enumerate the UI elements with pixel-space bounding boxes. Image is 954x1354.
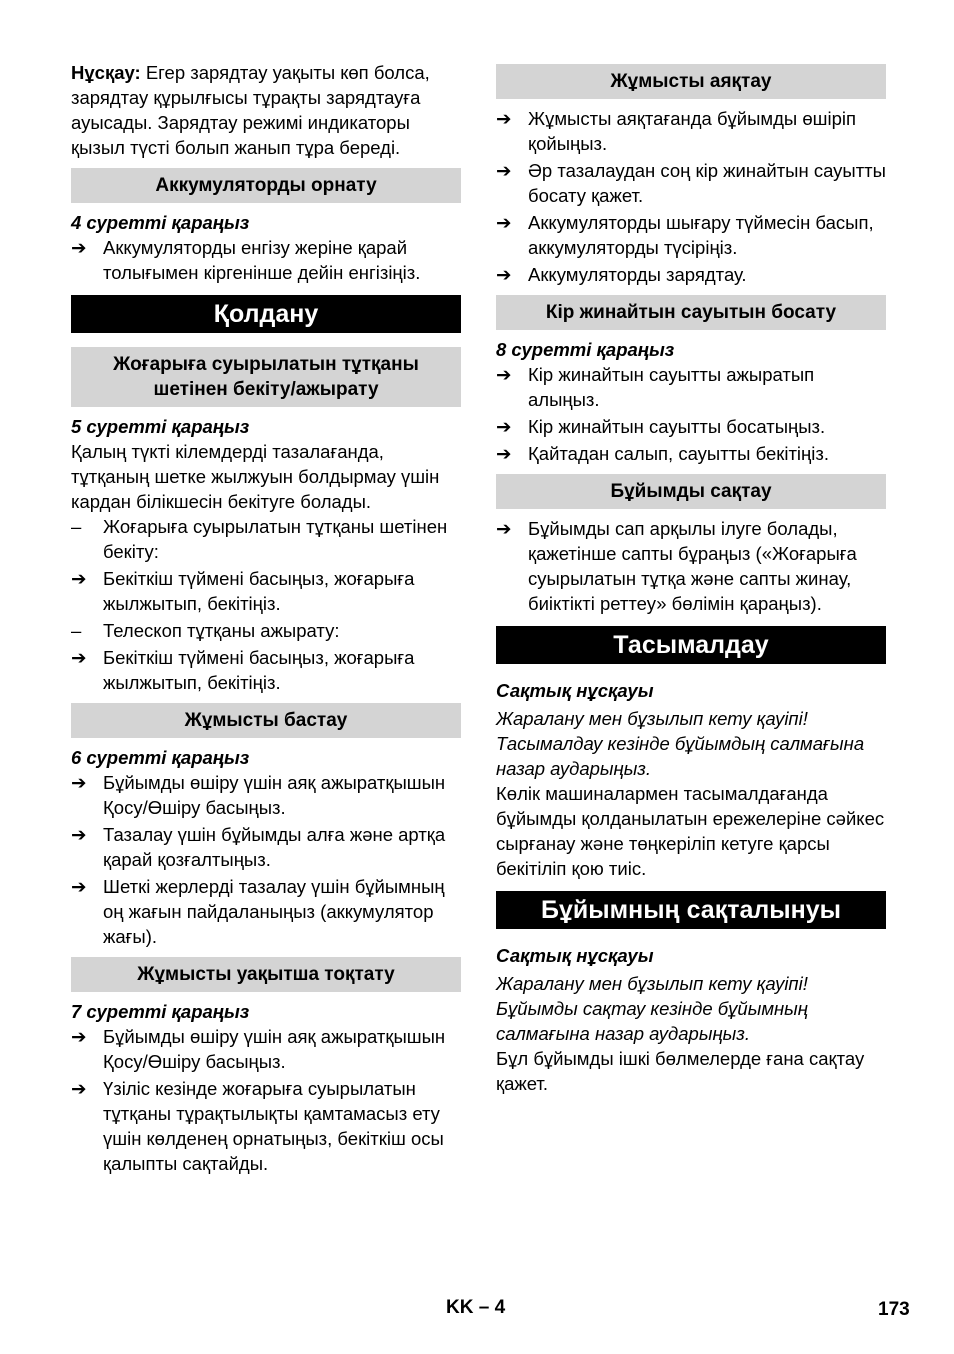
list-item — [496, 516, 886, 616]
dash-marker: – — [71, 620, 82, 641]
note-paragraph — [71, 60, 461, 160]
arrow-icon: ➔ — [496, 443, 512, 464]
note-text: Егер зарядтау уақыты көп болса, зарядтау құрылғысы тұрақты зарядтауға ауысады. Зарядтау режимі индикаторы қызыл түсті болып жанып тұра береді. — [71, 62, 430, 158]
list-item-text: Жұмысты аяқтағанда бұйымды өшіріп қойыңыз. — [528, 108, 857, 154]
section-title-finish-work: Жұмысты аяқтау — [496, 64, 886, 99]
list-item — [71, 770, 461, 820]
list-item — [71, 618, 461, 643]
list-item-text: Телескоп тұтқаны ажырату: — [103, 620, 340, 641]
arrow-icon: ➔ — [71, 647, 87, 668]
section-title-battery-install: Аккумуляторды орнату — [71, 168, 461, 203]
arrow-icon: ➔ — [71, 1078, 87, 1099]
list-item — [71, 645, 461, 695]
list-item-text: Бұйымды өшіру үшін аяқ ажыратқышын Қосу/Өшіру басыңыз. — [103, 1026, 446, 1072]
body-text: Бұл бұйымды ішкі бөлмелерде ғана сақтау қажет. — [496, 1048, 865, 1094]
section-title-pause-work: Жұмысты уақытша тоқтату — [71, 957, 461, 992]
right-column — [496, 64, 886, 1096]
list-item-text: Бекіткіш түймені басыңыз, жоғарыға жылжытып, бекітіңіз. — [103, 647, 415, 693]
list-item — [496, 106, 886, 156]
section-title-storage: Бұйымды сақтау — [496, 474, 886, 509]
arrow-icon: ➔ — [496, 108, 512, 129]
arrow-icon: ➔ — [496, 364, 512, 385]
list-item-text: Аккумуляторды енгізу жеріне қарай толығымен кіргенінше дейін енгізіңіз. — [103, 237, 421, 283]
list-item — [71, 1076, 461, 1176]
caution-label: Сақтық нұсқауы — [496, 680, 654, 701]
list-item — [496, 210, 886, 260]
chapter-title-usage: Қолдану — [71, 295, 461, 333]
list-item — [71, 514, 461, 564]
list-item-text: Аккумуляторды шығару түймесін басып, аккумуляторды түсіріңіз. — [528, 212, 874, 258]
list-item-text: Тазалау үшін бұйымды алға және артқа қарай қозғалтыңыз. — [103, 824, 446, 870]
body-text: Көлік машиналармен тасымалдағанда бұйымды қолданылатын ережелеріне сәйкес сырғанау және төңкеріліп кетуге қарсы бекітіліп қою тиіс. — [496, 783, 885, 879]
arrow-icon: ➔ — [496, 160, 512, 181]
list-item-text: Кір жинайтын сауытты ажыратып алыңыз. — [528, 364, 815, 410]
list-item-text: Жоғарыға суырылатын тұтқаны шетінен бекіту: — [103, 516, 448, 562]
list-item-text: Бұйымды сап арқылы ілуге болады, қажетінше сапты бұраңыз («Жоғарыға суырылатын тұтқа және сапты жинау, биіктікті реттеу» бөлімін қараңыз). — [528, 518, 857, 614]
list-item — [496, 441, 886, 466]
arrow-icon: ➔ — [71, 568, 87, 589]
arrow-icon: ➔ — [71, 1026, 87, 1047]
section-title-start-work: Жұмысты бастау — [71, 703, 461, 738]
list-item — [496, 414, 886, 439]
left-column — [71, 60, 461, 1178]
arrow-icon: ➔ — [71, 237, 87, 258]
list-item — [496, 262, 886, 287]
list-item-text: Бұйымды өшіру үшін аяқ ажыратқышын Қосу/Өшіру басыңыз. — [103, 772, 446, 818]
figure-ref: 4 суретті қараңыз — [71, 212, 250, 233]
list-item — [496, 158, 886, 208]
dash-marker: – — [71, 516, 82, 537]
chapter-title-storage: Бұйымның сақталынуы — [496, 891, 886, 929]
list-item-text: Аккумуляторды зарядтау. — [528, 264, 747, 285]
list-item-text: Әр тазалаудан соң кір жинайтын сауытты босату қажет. — [528, 160, 886, 206]
list-item — [71, 1024, 461, 1074]
arrow-icon: ➔ — [496, 212, 512, 233]
list-item — [71, 235, 461, 285]
note-label: Нұсқау: — [71, 62, 141, 83]
list-item — [71, 566, 461, 616]
arrow-icon: ➔ — [496, 416, 512, 437]
caution-label: Сақтық нұсқауы — [496, 945, 654, 966]
list-item-text: Үзіліс кезінде жоғарыға суырылатын тұтқаны тұрақтылықты қамтамасыз ету үшін көлденең орнатыңыз, бекіткіш осы қалыпты сақтайды. — [103, 1078, 444, 1174]
list-item-text: Бекіткіш түймені басыңыз, жоғарыға жылжытып, бекітіңіз. — [103, 568, 415, 614]
arrow-icon: ➔ — [496, 264, 512, 285]
figure-ref: 5 суретті қараңыз — [71, 416, 250, 437]
body-text: Қалың түкті кілемдерді тазалағанда, тұтқаның шетке жылжуын болдырмау үшін кардан білікшесін бекітуге болады. — [71, 441, 440, 512]
list-item-text: Кір жинайтын сауытты босатыңыз. — [528, 416, 826, 437]
list-item — [496, 362, 886, 412]
chapter-title-transport: Тасымалдау — [496, 626, 886, 664]
list-item — [71, 822, 461, 872]
figure-ref: 6 суретті қараңыз — [71, 747, 250, 768]
warning-text: Жаралану мен бұзылып кету қауіпі! Тасымалдау кезінде бұйымдың салмағына назар аударыңыз. — [496, 708, 865, 779]
list-item-text: Шеткі жерлерді тазалау үшін бұйымның оң жағын пайдаланыңыз (аккумулятор жағы). — [103, 876, 445, 947]
list-item — [71, 874, 461, 949]
warning-text: Жаралану мен бұзылып кету қауіпі! Бұйымды сақтау кезінде бұйымның салмағына назар аударыңыз. — [496, 973, 808, 1044]
list-item-text: Қайтадан салып, сауытты бекітіңіз. — [528, 443, 829, 464]
arrow-icon: ➔ — [496, 518, 512, 539]
figure-ref: 8 суретті қараңыз — [496, 339, 675, 360]
section-code: KK – 4 — [446, 1297, 506, 1318]
section-title-handle-lock: Жоғарыға суырылатын тұтқаны шетінен бекіту/ажырату — [71, 347, 461, 407]
page-number: 173 — [878, 1299, 910, 1320]
arrow-icon: ➔ — [71, 876, 87, 897]
arrow-icon: ➔ — [71, 772, 87, 793]
figure-ref: 7 суретті қараңыз — [71, 1001, 250, 1022]
arrow-icon: ➔ — [71, 824, 87, 845]
section-title-empty-container: Кір жинайтын сауытын босату — [496, 295, 886, 330]
